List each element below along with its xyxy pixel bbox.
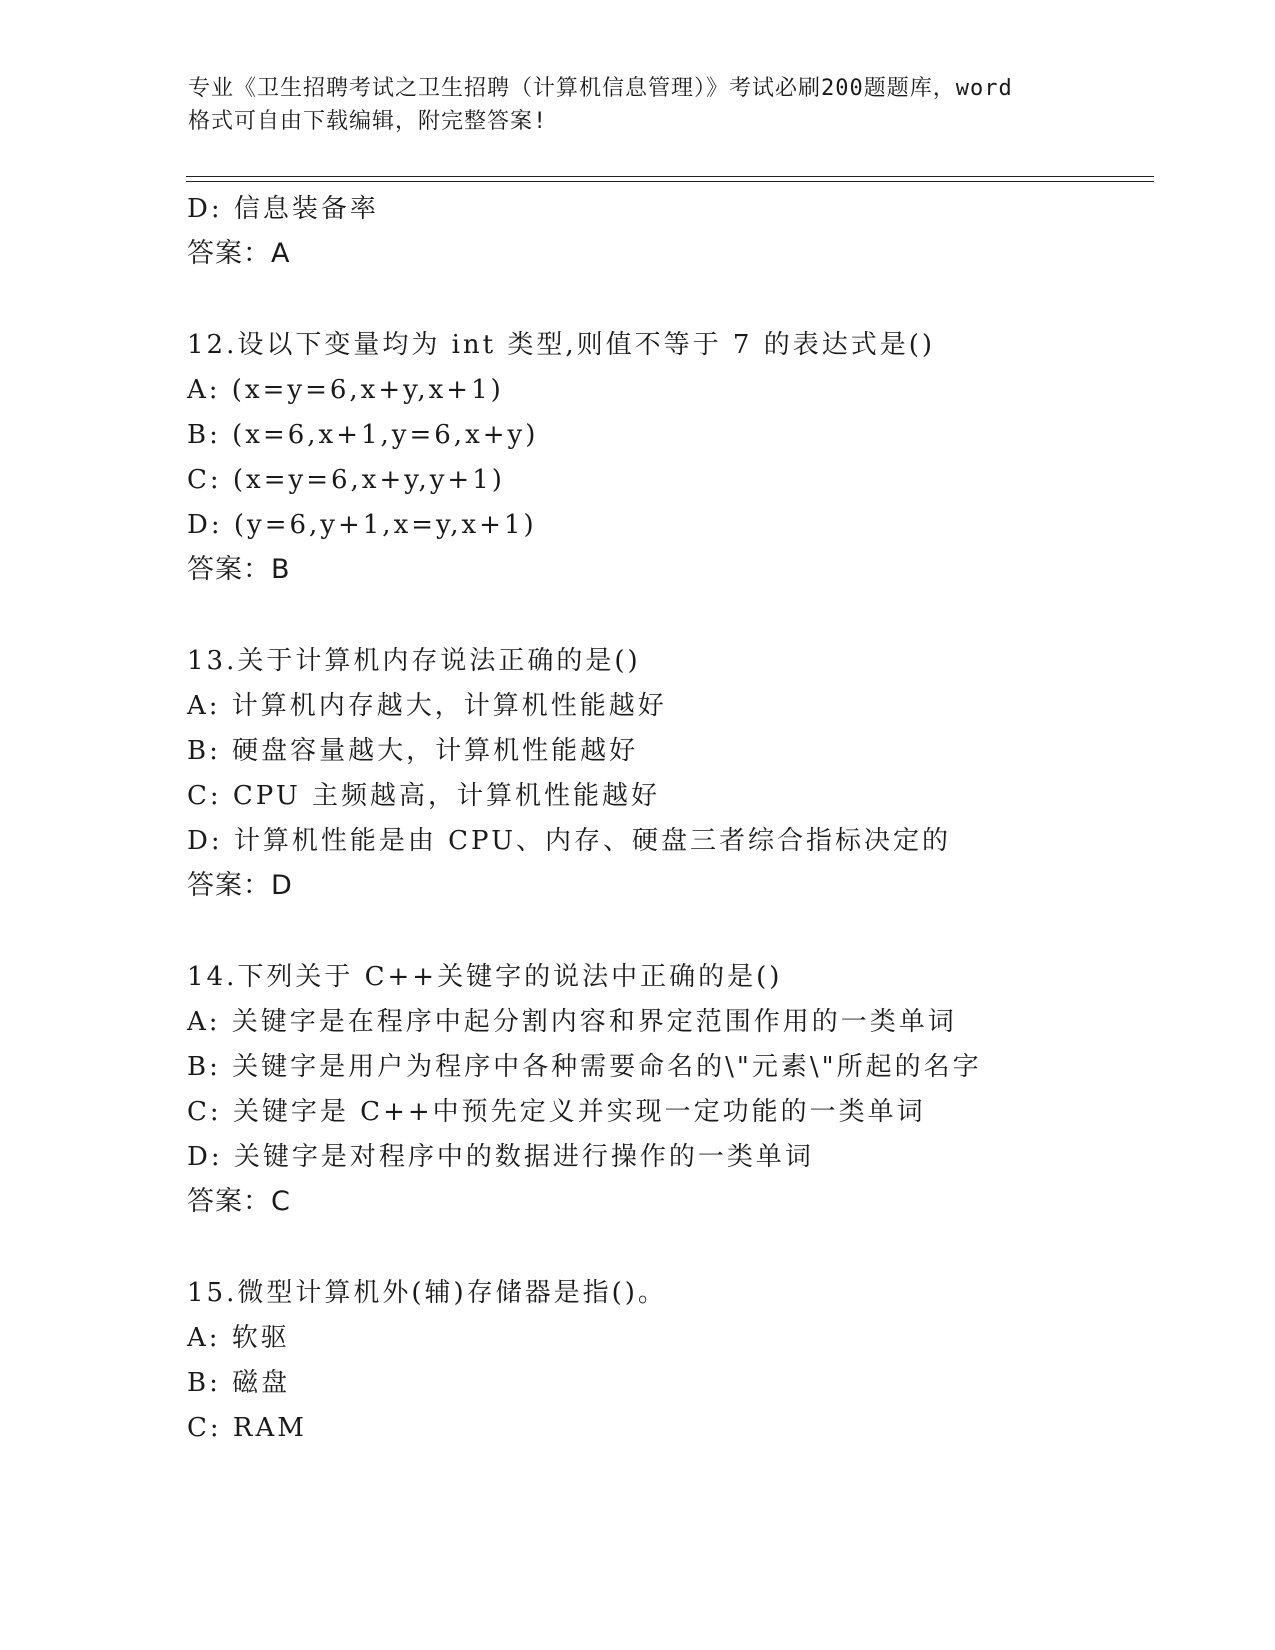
q12-option-c: C: (x=y=6,x+y,y+1) — [187, 465, 505, 495]
q13-option-d: D: 计算机性能是由 CPU、内存、硬盘三者综合指标决定的 — [187, 826, 951, 856]
document-header — [188, 72, 1128, 138]
header-rule-top — [186, 176, 1154, 177]
q13-option-c: C: CPU 主频越高，计算机性能越好 — [187, 781, 661, 811]
q15-option-c: C: RAM — [187, 1413, 307, 1443]
q13-option-a: A: 计算机内存越大，计算机性能越好 — [187, 691, 667, 721]
header-line-1: 专业《卫生招聘考试之卫生招聘（计算机信息管理）》考试必刷200题题库，word — [188, 76, 1013, 101]
q15-stem: 15.微型计算机外(辅)存储器是指()。 — [187, 1278, 667, 1308]
q14-option-a: A: 关键字是在程序中起分割内容和界定范围作用的一类单词 — [187, 1007, 957, 1037]
q14-answer: 答案：C — [187, 1186, 291, 1217]
q12-option-b: B: (x=6,x+1,y=6,x+y) — [187, 420, 539, 450]
q12-option-a: A: (x=y=6,x+y,x+1) — [187, 375, 504, 405]
header-rule-bottom — [186, 181, 1154, 182]
q13-answer: 答案：D — [187, 870, 293, 901]
q12-stem: 12.设以下变量均为 int 类型,则值不等于 7 的表达式是() — [187, 330, 936, 360]
q14-option-d: D: 关键字是对程序中的数据进行操作的一类单词 — [187, 1142, 814, 1172]
q14-stem: 14.下列关于 C++关键字的说法中正确的是() — [187, 962, 783, 992]
q14-option-c: C: 关键字是 C++中预先定义并实现一定功能的一类单词 — [187, 1097, 926, 1127]
q11-option-d: D: 信息装备率 — [187, 194, 379, 224]
header-line-2: 格式可自由下载编辑，附完整答案! — [188, 109, 548, 134]
q13-stem: 13.关于计算机内存说法正确的是() — [187, 646, 641, 676]
q12-option-d: D: (y=6,y+1,x=y,x+1) — [187, 510, 537, 540]
q13-option-b: B: 硬盘容量越大，计算机性能越好 — [187, 736, 639, 766]
q11-answer: 答案：A — [187, 238, 291, 269]
q14-option-b: B: 关键字是用户为程序中各种需要命名的\"元素\"所起的名字 — [187, 1052, 982, 1082]
q15-option-a: A: 软驱 — [187, 1323, 290, 1353]
q12-answer: 答案：B — [187, 554, 291, 585]
q15-option-b: B: 磁盘 — [187, 1368, 291, 1398]
